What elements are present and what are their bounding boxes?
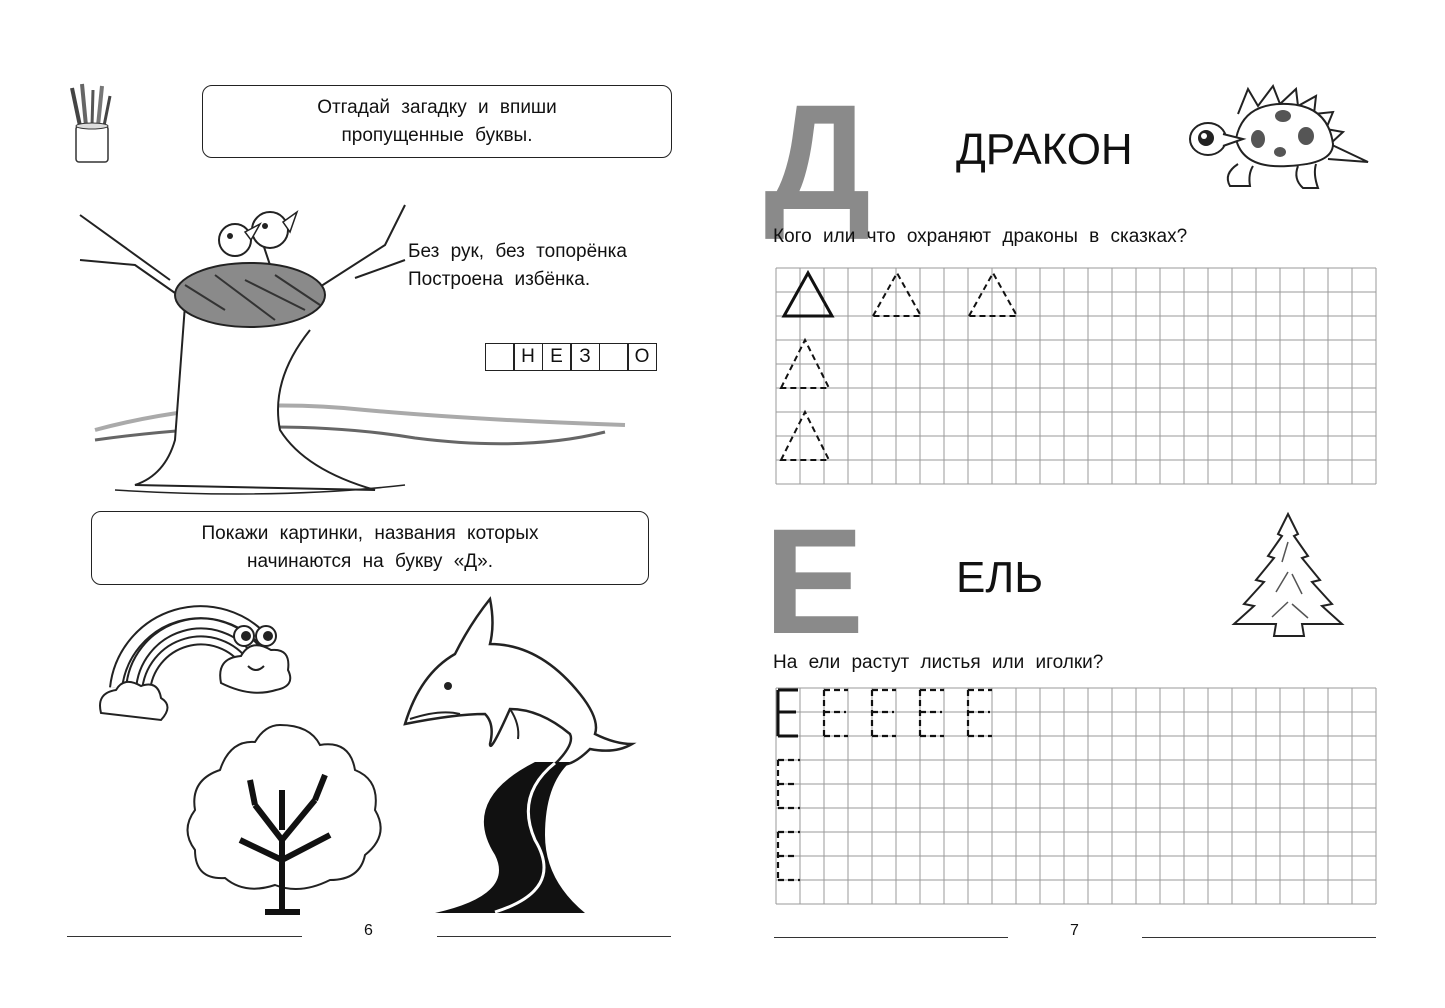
riddle-text	[408, 238, 627, 294]
tree-illustration	[180, 720, 390, 915]
answer-cell-6: О	[627, 343, 657, 371]
task-instruction-box	[202, 85, 672, 158]
task-instruction-box-2	[91, 511, 649, 585]
answer-cell-1[interactable]	[485, 343, 515, 371]
task-instruction-line1: Отгадай загадку и впиши	[317, 96, 557, 118]
word-drakon: ДРАКОН	[956, 125, 1133, 174]
pencil-cup-icon	[66, 82, 116, 166]
page-number-left: 6	[364, 922, 373, 939]
task2-line1: Покажи картинки, названия которых	[201, 523, 539, 544]
answer-cells	[486, 343, 657, 371]
footer-line-right-b	[1142, 937, 1376, 938]
road-illustration	[435, 760, 675, 915]
dolphin-illustration	[400, 594, 640, 774]
riddle-line1: Без рук, без топорёнка	[408, 241, 627, 262]
dragon-illustration	[1188, 84, 1373, 192]
big-letter-e: Е	[764, 497, 865, 665]
spruce-illustration	[1232, 512, 1344, 637]
task-instruction-line2: пропущенные буквы.	[341, 124, 533, 146]
footer-line-left-a	[67, 936, 302, 937]
answer-cell-4: З	[570, 343, 600, 371]
answer-cell-3: Е	[542, 343, 572, 371]
footer-line-left-b	[437, 936, 671, 937]
big-letter-d: Д	[764, 73, 871, 241]
question-e: На ели растут листья или иголки?	[773, 652, 1104, 673]
rainbow-illustration	[96, 598, 296, 728]
question-d: Кого или что охраняют драконы в сказках?	[773, 226, 1188, 247]
writing-grid-e[interactable]	[776, 688, 1376, 906]
writing-grid-d[interactable]	[776, 268, 1376, 486]
answer-cell-5[interactable]	[599, 343, 629, 371]
footer-line-right-a	[774, 937, 1008, 938]
page-number-right: 7	[1070, 922, 1079, 939]
answer-cell-2: Н	[513, 343, 543, 371]
riddle-line2: Построена избёнка.	[408, 269, 591, 290]
word-el: ЕЛЬ	[956, 553, 1044, 602]
task2-line2: начинаются на букву «Д».	[247, 551, 493, 572]
